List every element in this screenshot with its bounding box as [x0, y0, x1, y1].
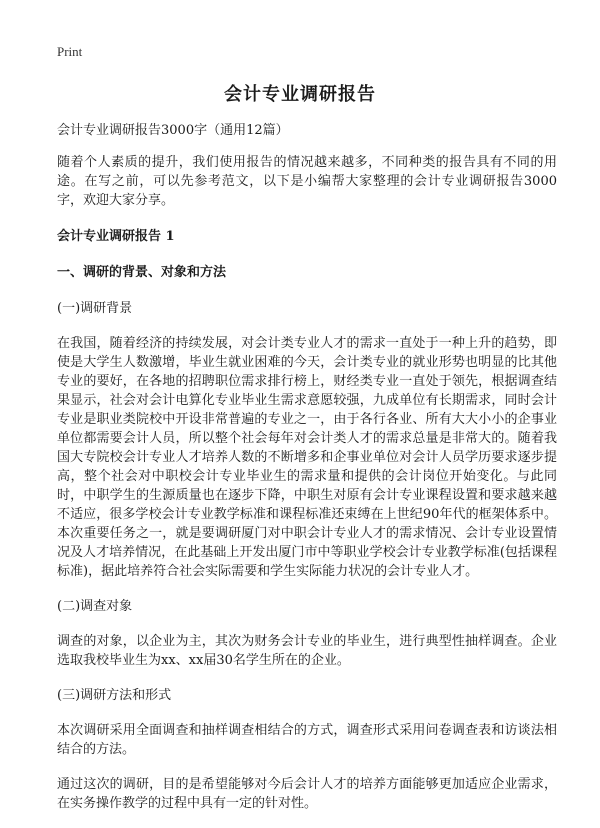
- section-heading: 一、调研的背景、对象和方法: [57, 265, 227, 280]
- subsection-heading-subjects: (二)调查对象: [57, 599, 133, 614]
- subsection-heading-methods: (三)调研方法和形式: [57, 688, 172, 703]
- subjects-paragraph: 调查的对象，以企业为主，其次为财务会计专业的毕业生，进行典型性抽样调查。企业选取我校毕业生为xx、xx届30名学生所在的企业。: [57, 634, 557, 668]
- methods-paragraph: 本次调研采用全面调查和抽样调查相结合的方式，调查形式采用问卷调查表和访谈法相结合的方法。: [57, 723, 557, 757]
- print-link[interactable]: Print: [57, 44, 83, 59]
- background-paragraph: 在我国，随着经济的持续发展，对会计类专业人才的需求一直处于一种上升的趋势，即使是大学生人数激增，毕业生就业困难的今天，会计类专业的就业形势也明显的比其他专业的要好，在各地的招聘职位需求排行榜上，财经类专业一直处于领先，根据调查结果显示，社会对会计电算化专业毕业生需求意愿较强，九成单位有长期需求，同时会计专业是职业类院校中开设非常普遍的专业之一，由于各行各业、所有大大小小的企事业单位都需要会计人员，所以整个社会每年对会计类人才的需求总量是非常大的。随着我国大专院校会计专业人才培养人数的不断增多和企事业单位对会计人员学历要求逐步提高，整个社会对中职校会计专业毕业生的需求量和提供的会计岗位开始变化。与此同时，中职学生的生源质量也在逐步下降，中职生对原有会计专业课程设置和要求越来越不适应，很多学校会计专业教学标准和课程标准还束缚在上世纪90年代的框架体系中。本次重要任务之一，就是要调研厦门对中职会计专业人才的需求情况、会计专业设置情况及人才培养情况，在此基础上开发出厦门市中等职业学校会计专业教学标准(包括课程标准)，据此培养符合社会实际需要和学生实际能力状况的会计专业人才。: [57, 336, 557, 579]
- page-title: 会计专业调研报告: [224, 84, 376, 105]
- document-subtitle: 会计专业调研报告3000字（通用12篇）: [57, 123, 289, 138]
- closing-paragraph: 通过这次的调研，目的是希望能够对今后会计人才的培养方面能够更加适应企业需求，在实务操作教学的过程中具有一定的针对性。: [57, 777, 557, 811]
- document-body: [57, 121, 557, 813]
- intro-paragraph: 随着个人素质的提升，我们使用报告的情况越来越多，不同种类的报告具有不同的用途。在写之前，可以先参考范文，以下是小编帮大家整理的会计专业调研报告3000字，欢迎大家分享。: [57, 155, 557, 208]
- report-heading: 会计专业调研报告 1: [57, 229, 175, 244]
- subsection-heading-background: (一)调研背景: [57, 301, 133, 316]
